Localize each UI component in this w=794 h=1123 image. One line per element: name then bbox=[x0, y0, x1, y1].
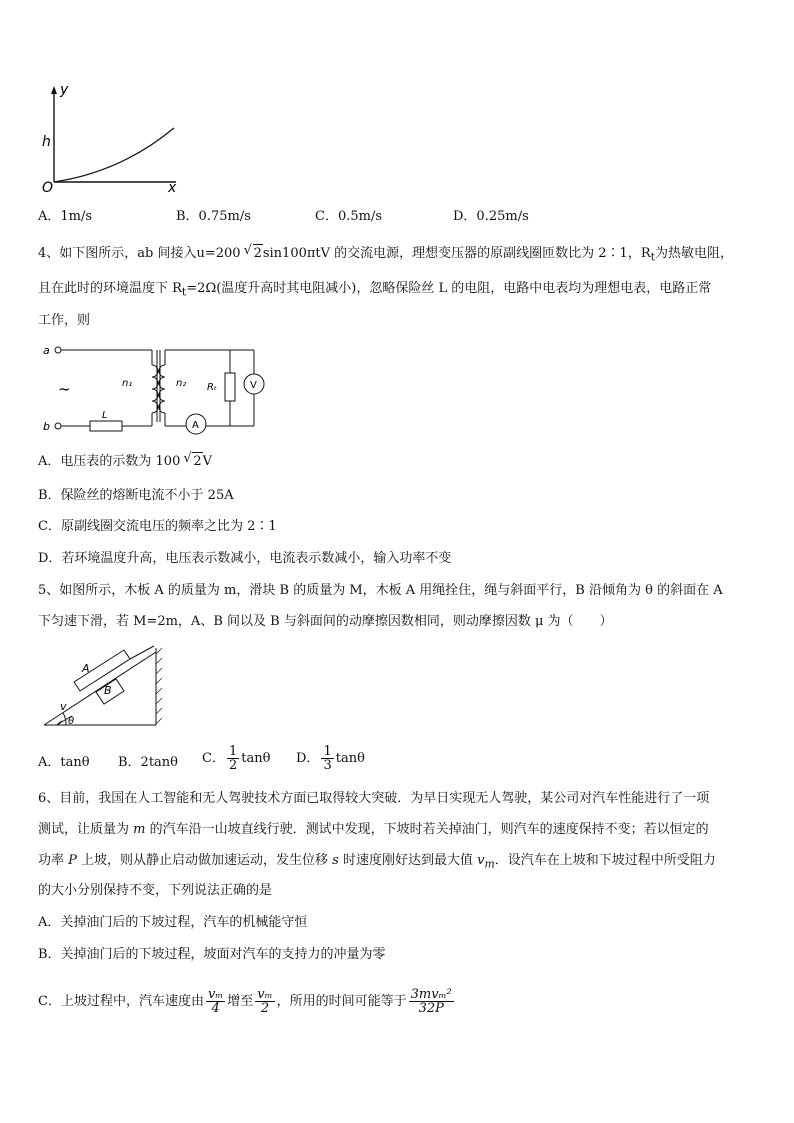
q4-stem-line3: 工作，则 bbox=[38, 313, 91, 328]
fuse-label: L bbox=[102, 410, 108, 421]
q6-stem-line2: 测试，让质量为 m 的汽车沿一山坡直线行驶．测试中发现，下坡时若关掉油门，则汽车的速度保持不变；若以恒定的 bbox=[38, 822, 709, 837]
q3-option-b[interactable]: B．0.75m/s bbox=[176, 209, 251, 224]
transformer-circuit bbox=[40, 340, 275, 435]
ac-source-label: ~ bbox=[58, 380, 71, 398]
q6-option-a[interactable]: A．关掉油门后的下坡过程，汽车的机械能守恒 bbox=[38, 915, 308, 930]
terminal-b-label: b bbox=[43, 420, 50, 433]
voltmeter-label: V bbox=[250, 380, 257, 391]
n1-label: n₁ bbox=[122, 378, 133, 389]
motion-graph bbox=[36, 80, 186, 195]
terminal-a-label: a bbox=[43, 344, 50, 357]
q5-stem-line1: 5、如图所示，木板 A 的质量为 m，滑块 B 的质量为 M，木板 A 用绳拴住，绳与斜面平行，B 沿倾角为 θ 的斜面在 A bbox=[38, 583, 723, 598]
q6-stem-line4: 的大小分别保持不变，下列说法正确的是 bbox=[38, 883, 273, 898]
q4-option-a[interactable]: A．电压表的示数为 100√ 2V bbox=[38, 452, 212, 471]
q6-option-c[interactable]: C．上坡过程中，汽车速度由 $\frac{\text{vₘ}}{4}$ 增至 $\frac{\text{vₘ}}{2}$ ，所用的时间可能等于 $\frac{\text{3mvₘ²}}{32P}$ bbox=[38, 987, 452, 1016]
q5-stem-line2: 下匀速下滑，若 M=2m，A、B 间以及 B 与斜面间的动摩擦因数相同，则动摩擦因数 μ 为（ ） bbox=[38, 614, 613, 629]
q5-option-d[interactable]: D． $\frac{1}{3}$ tanθ bbox=[296, 744, 365, 773]
n2-label: n₂ bbox=[176, 378, 187, 389]
angle-label: θ bbox=[68, 716, 75, 727]
incline-figure bbox=[38, 644, 170, 728]
q3-option-a[interactable]: A．1m/s bbox=[38, 209, 93, 224]
velocity-label: v bbox=[60, 700, 67, 713]
q4-option-d[interactable]: D．若环境温度升高，电压表示数减小，电流表示数减小，输入功率不变 bbox=[38, 551, 452, 566]
q4-stem-line1: 4、如下图所示，ab 间接入u=200√ 2sin100πtV 的交流电源，理想变压器的原副线圈匝数比为 2∶1，$R_t$为热敏电阻， bbox=[38, 244, 733, 267]
q6-stem-line3: 功率 P 上坡，则从静止启动做加速运动，发生位移 s 时速度刚好达到最大值 $v_m$．设汽车在上坡和下坡过程中所受阻力 bbox=[38, 853, 716, 871]
board-a-label: A bbox=[82, 662, 90, 675]
h-label: h bbox=[42, 134, 51, 150]
q4-option-b[interactable]: B．保险丝的熔断电流不小于 25A bbox=[38, 488, 234, 503]
origin-label: O bbox=[42, 180, 54, 195]
y-axis-label: y bbox=[60, 82, 69, 98]
q3-option-c[interactable]: C．0.5m/s bbox=[315, 209, 382, 224]
q5-option-b[interactable]: B．2tanθ bbox=[118, 755, 178, 770]
x-axis-label: x bbox=[168, 180, 177, 195]
q6-stem-line1: 6、目前，我国在人工智能和无人驾驶技术方面已取得较大突破．为早日实现无人驾驶，某公司对汽车性能进行了一项 bbox=[38, 791, 710, 806]
q4-stem-line2: 且在此时的环境温度下 $R_t=2\Omega$(温度升高时其电阻减小)，忽略保险丝 L 的电阻，电路中电表均为理想电表，电路正常 bbox=[38, 281, 712, 299]
q3-option-d[interactable]: D．0.25m/s bbox=[453, 209, 529, 224]
q4-option-c[interactable]: C．原副线圈交流电压的频率之比为 2∶1 bbox=[38, 519, 277, 534]
q5-option-c[interactable]: C． $\frac{1}{2}$ tanθ bbox=[202, 744, 271, 773]
q5-option-a[interactable]: A．tanθ bbox=[38, 755, 90, 770]
block-b-label: B bbox=[104, 684, 112, 697]
rt-label: Rₜ bbox=[207, 382, 217, 393]
q6-option-b[interactable]: B．关掉油门后的下坡过程，坡面对汽车的支持力的冲量为零 bbox=[38, 947, 386, 962]
ammeter-label: A bbox=[192, 420, 199, 431]
